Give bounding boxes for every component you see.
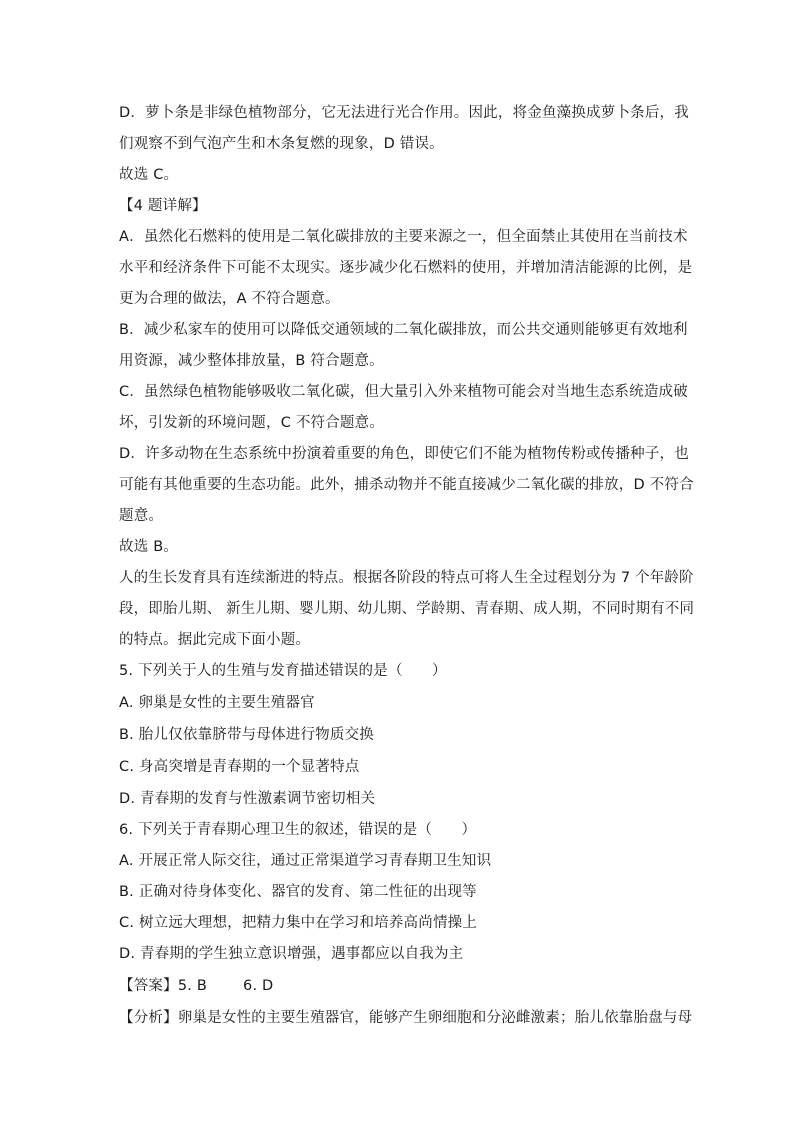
text-line: 题意。 [119,508,164,524]
analysis-label: 【分析】 [119,1010,178,1026]
option-c: C. 树立远大理想，把精力集中在学习和培养高尚情操上 [119,915,478,931]
text-line: 段，即胎儿期、 新生儿期、婴儿期、幼儿期、学龄期、青春期、成人期，不同时期有不同 [119,601,695,617]
option-a: A. 卵巢是女性的主要生殖器官 [119,695,315,711]
option-b: B. 正确对待身体变化、器官的发育、第二性征的出现等 [119,884,477,900]
answer-q5: 5. B [177,978,208,994]
analysis-text: 卵巢是女性的主要生殖器官，能够产生卵细胞和分泌雌激素；胎儿依靠胎盘与母 [177,1010,693,1026]
text-line: 故选 B。 [119,539,179,555]
option-a: A. 开展正常人际交往，通过正常渠道学习青春期卫生知识 [119,853,492,869]
text-line: 坏，引发新的环境问题，C 不符合题意。 [119,415,385,431]
text-line: D．许多动物在生态系统中扮演着重要的角色，即使它们不能为植物传粉或传播种子，也 [119,446,689,462]
answer-line [119,976,273,996]
text-line: D．萝卜条是非绿色植物部分，它无法进行光合作用。因此，将金鱼藻换成萝卜条后，我 [119,105,689,121]
text-line: 可能有其他重要的生态功能。此外，捕杀动物并不能直接减少二氧化碳的排放，D 不符合 [119,477,694,493]
question-6: 6. 下列关于青春期心理卫生的叙述，错误的是（ ） [119,822,477,838]
text-line: A．虽然化石燃料的使用是二氧化碳排放的主要来源之一，但全面禁止其使用在当前技术 [119,229,688,245]
answer-label: 【答案】 [119,978,178,994]
section-heading: 【4 题详解】 [119,198,207,214]
text-line: C．虽然绿色植物能够吸收二氧化碳，但大量引入外来植物可能会对当地生态系统造成破 [119,384,688,400]
analysis-line [119,1008,692,1028]
question-5: 5. 下列关于人的生殖与发育描述错误的是（ ） [119,663,447,679]
option-d: D. 青春期的学生独立意识增强，遇事都应以自我为主 [119,946,464,962]
text-line: 故选 C。 [119,167,179,183]
answer-q6: 6. D [243,978,274,994]
text-line: 们观察不到气泡产生和木条复燃的现象，D 错误。 [119,136,444,152]
text-line: B．减少私家车的使用可以降低交通领域的二氧化碳排放，而公共交通则能够更有效地利 [119,322,688,338]
option-c: C. 身高突增是青春期的一个显著特点 [119,759,360,775]
text-line: 人的生长发育具有连续渐进的特点。根据各阶段的特点可将人生全过程划分为 7 个年龄阶 [119,570,694,586]
option-b: B. 胎儿仅依靠脐带与母体进行物质交换 [119,727,374,743]
option-d: D. 青春期的发育与性激素调节密切相关 [119,791,376,807]
text-line: 水平和经济条件下可能不太现实。逐步减少化石燃料的使用，并增加清洁能源的比例，是 [119,260,693,276]
text-line: 的特点。据此完成下面小题。 [119,632,311,648]
text-line: 更为合理的做法，A 不符合题意。 [119,291,340,307]
text-line: 用资源，减少整体排放量，B 符合题意。 [119,353,384,369]
